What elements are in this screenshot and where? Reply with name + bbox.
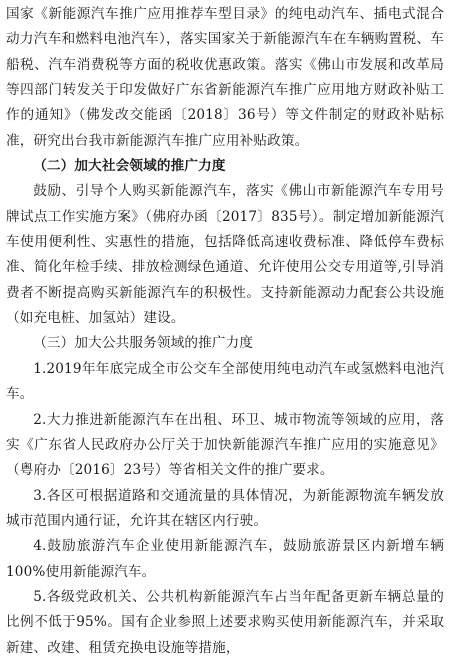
- paragraph-subsidy-policy: 国家《新能源汽车推广应用推荐车型目录》的纯电动汽车、插电式混合动力汽车和燃料电池汽车），落实国家关于新能源汽车在车辆购置税、车船税、汽车消费税等方面的税收优惠政策。落实《佛山市发展和改革局等四部门转发关于印发做好广东省新能源汽车推广应用地方财政补贴工作的通知》（佛发改交能函〔2018〕36号）等文件制定的财政补贴标准，研究出台我市新能源汽车推广应用补贴政策。: [6, 6, 444, 149]
- list-item-logistics-pass: 3.各区可根据道路和交通流量的具体情况，为新能源物流车辆发放城市范围内通行证，允许其在辖区内行驶。: [6, 487, 444, 529]
- paragraph-social-promotion: 鼓励、引导个人购买新能源汽车，落实《佛山市新能源汽车专用号牌试点工作实施方案》（佛府办函〔2017〕835号）。制定增加新能源汽车使用便利性、实惠性的措施，包括降低高速收费标准、降低停车费标准、简化年检手续、排放检测绿色通道、允许使用公交专用道等,引导消费者不断提高购买新能源汽车的积极性。支持新能源动力配套公共设施（如充电桩、加氢站）建设。: [6, 183, 444, 327]
- list-item-taxi-sanitation-logistics: 2.大力推进新能源汽车在出租、环卫、城市物流等领域的应用，落实《广东省人民政府办公厅关于加快新能源汽车推广应用的实施意见》（粤府办〔2016〕23号）等省相关文件的推广要求。: [6, 411, 444, 479]
- section-heading-public-service: （三）加大公共服务领域的推广力度: [33, 335, 254, 352]
- section-heading-social-promotion: （二）加大社会领域的推广力度: [33, 158, 226, 175]
- list-item-government-vehicles: 5.各级党政机关、公共机构新能源汽车占当年配备更新车辆总量的比例不低于95%。国有企业参照上述要求购买使用新能源汽车，并采取新建、改建、租赁充换电设施等措施，: [6, 588, 444, 656]
- list-item-tourism-vehicles: 4.鼓励旅游汽车企业使用新能源汽车，鼓励旅游景区内新增车辆100%使用新能源汽车。: [6, 538, 444, 580]
- list-item-public-bus: 1.2019年年底完成全市公交车全部使用纯电动汽车或氢燃料电池汽车。: [6, 360, 444, 403]
